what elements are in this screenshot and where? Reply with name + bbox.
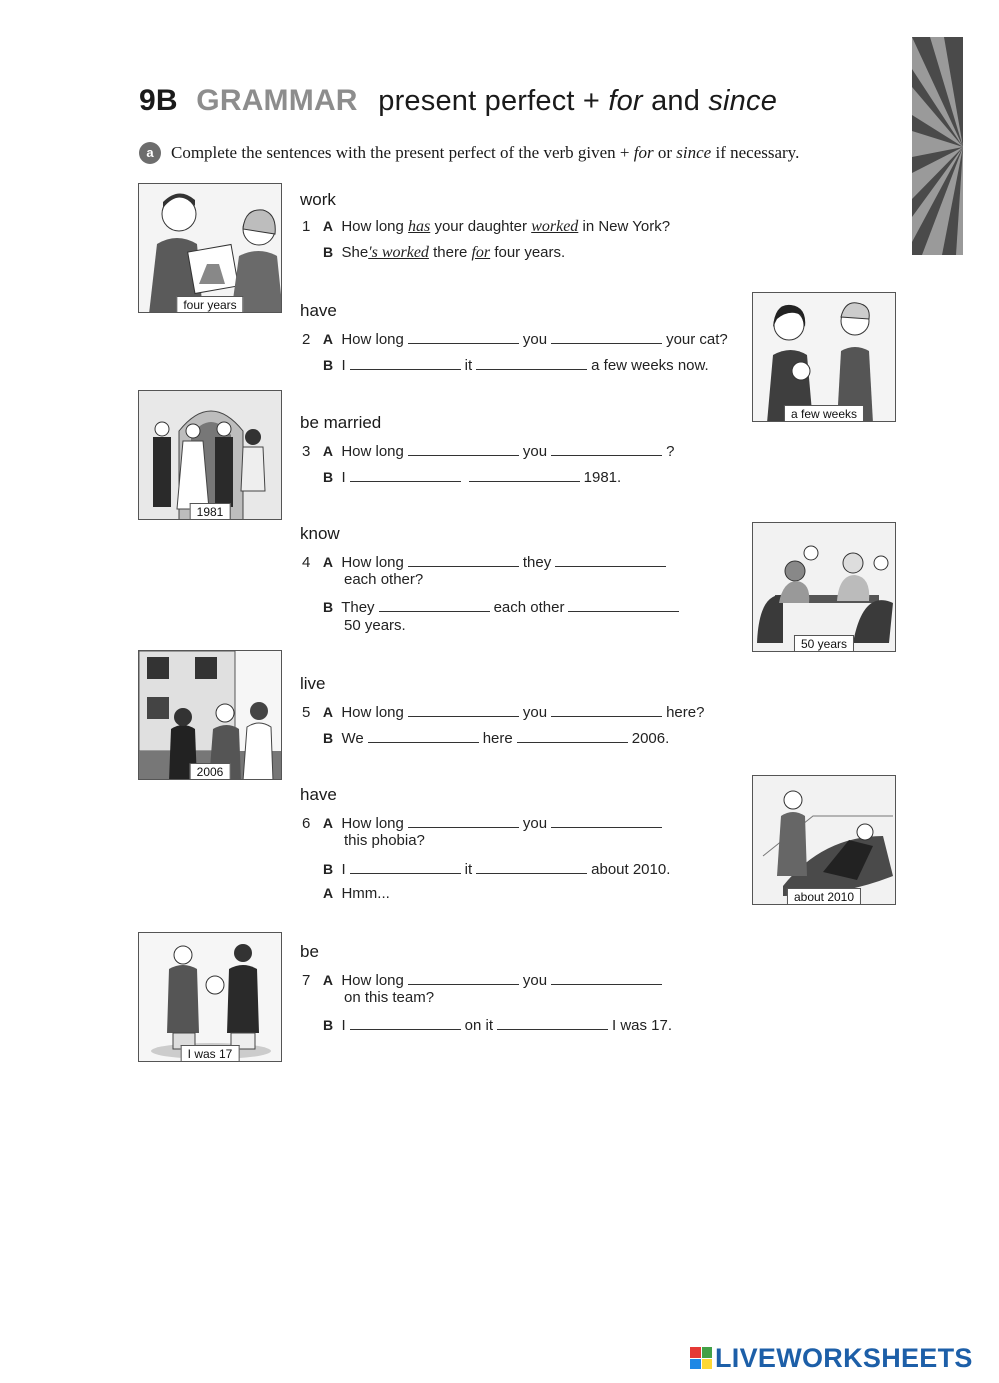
caption: 50 years — [794, 635, 854, 651]
caption: 2006 — [190, 763, 231, 779]
answer-blank[interactable] — [408, 970, 519, 985]
item-5-line-a: 5 A How long you here? — [302, 704, 705, 721]
item-4-line-a-cont: each other? — [344, 571, 424, 588]
item-3-line-a: 3 A How long you ? — [302, 443, 675, 460]
answer-blank[interactable] — [517, 728, 628, 743]
picture-1981 — [138, 390, 282, 520]
example-answer: has — [408, 218, 431, 235]
item-1-line-a: 1 A How long has your daughter worked in New York? — [302, 218, 671, 235]
answer-blank[interactable] — [568, 597, 679, 612]
sunburst-decoration — [912, 37, 963, 255]
answer-blank[interactable] — [408, 813, 519, 828]
liveworksheets-logo[interactable] — [690, 1343, 973, 1373]
picture-i-was-17 — [138, 932, 282, 1062]
answer-blank[interactable] — [350, 467, 461, 482]
picture-four-years — [138, 183, 282, 313]
verb-prompt: have — [300, 785, 337, 804]
item-6-line-b: B I it about 2010. — [323, 861, 671, 878]
item-4-line-b: B They each other — [323, 597, 683, 616]
picture-a-few-weeks — [752, 292, 896, 422]
item-7-line-b: B I on it I was 17. — [323, 1017, 673, 1034]
picture-50-years — [752, 522, 896, 652]
answer-blank[interactable] — [551, 441, 662, 456]
answer-blank[interactable] — [551, 702, 662, 717]
caption: a few weeks — [784, 405, 864, 421]
example-answer: 's worked — [368, 244, 429, 261]
logo-text: LIVEWORKSHEETS — [715, 1342, 973, 1373]
caption: 1981 — [190, 503, 231, 519]
answer-blank[interactable] — [469, 467, 580, 482]
instruction-text: Complete the sentences with the present perfect of the verb given + for or since if necessary. — [171, 143, 800, 162]
caption: I was 17 — [181, 1045, 240, 1061]
verb-prompt: be — [300, 942, 319, 961]
item-4-line-b-cont: 50 years. — [344, 617, 406, 634]
answer-blank[interactable] — [368, 728, 479, 743]
verb-prompt: live — [300, 674, 326, 693]
answer-blank[interactable] — [476, 859, 587, 874]
item-6-line-a-cont: this phobia? — [344, 832, 425, 849]
answer-blank[interactable] — [408, 441, 519, 456]
page-title — [139, 84, 777, 118]
example-answer: worked — [531, 218, 579, 235]
answer-blank[interactable] — [408, 329, 519, 344]
answer-blank[interactable] — [379, 597, 490, 612]
topic-title: present perfect + for and since — [378, 85, 778, 117]
section-label: GRAMMAR — [196, 84, 358, 117]
answer-blank[interactable] — [497, 1015, 608, 1030]
answer-blank[interactable] — [551, 970, 662, 985]
picture-about-2010 — [752, 775, 896, 905]
item-6-line-a: 6 A How long you — [302, 813, 666, 832]
example-answer: for — [471, 244, 491, 261]
item-1-line-b: B She's worked there for four years. — [323, 244, 566, 261]
answer-blank[interactable] — [350, 859, 461, 874]
verb-prompt: be married — [300, 413, 382, 432]
item-6-line-c: A Hmm... — [323, 885, 390, 902]
answer-blank[interactable] — [350, 1015, 461, 1030]
answer-blank[interactable] — [408, 552, 519, 567]
verb-prompt: have — [300, 301, 337, 320]
item-5-line-b: B We here 2006. — [323, 730, 670, 747]
logo-icon — [690, 1347, 712, 1369]
item-7-line-a-cont: on this team? — [344, 989, 435, 1006]
answer-blank[interactable] — [551, 813, 662, 828]
answer-blank[interactable] — [408, 702, 519, 717]
exercise-badge: a — [139, 142, 161, 164]
item-3-line-b: B I 1981. — [323, 469, 622, 486]
item-2-line-a: 2 A How long you your cat? — [302, 331, 728, 348]
picture-2006 — [138, 650, 282, 780]
verb-prompt: know — [300, 524, 340, 543]
unit-number: 9B — [139, 84, 178, 117]
answer-blank[interactable] — [555, 552, 666, 567]
item-4-line-a: 4 A How long they — [302, 552, 670, 571]
verb-prompt: work — [300, 190, 336, 209]
item-2-line-b: B I it a few weeks now. — [323, 357, 709, 374]
answer-blank[interactable] — [551, 329, 662, 344]
answer-blank[interactable] — [350, 355, 461, 370]
caption: four years — [176, 296, 243, 312]
item-7-line-a: 7 A How long you — [302, 970, 666, 989]
answer-blank[interactable] — [476, 355, 587, 370]
caption: about 2010 — [787, 888, 861, 904]
